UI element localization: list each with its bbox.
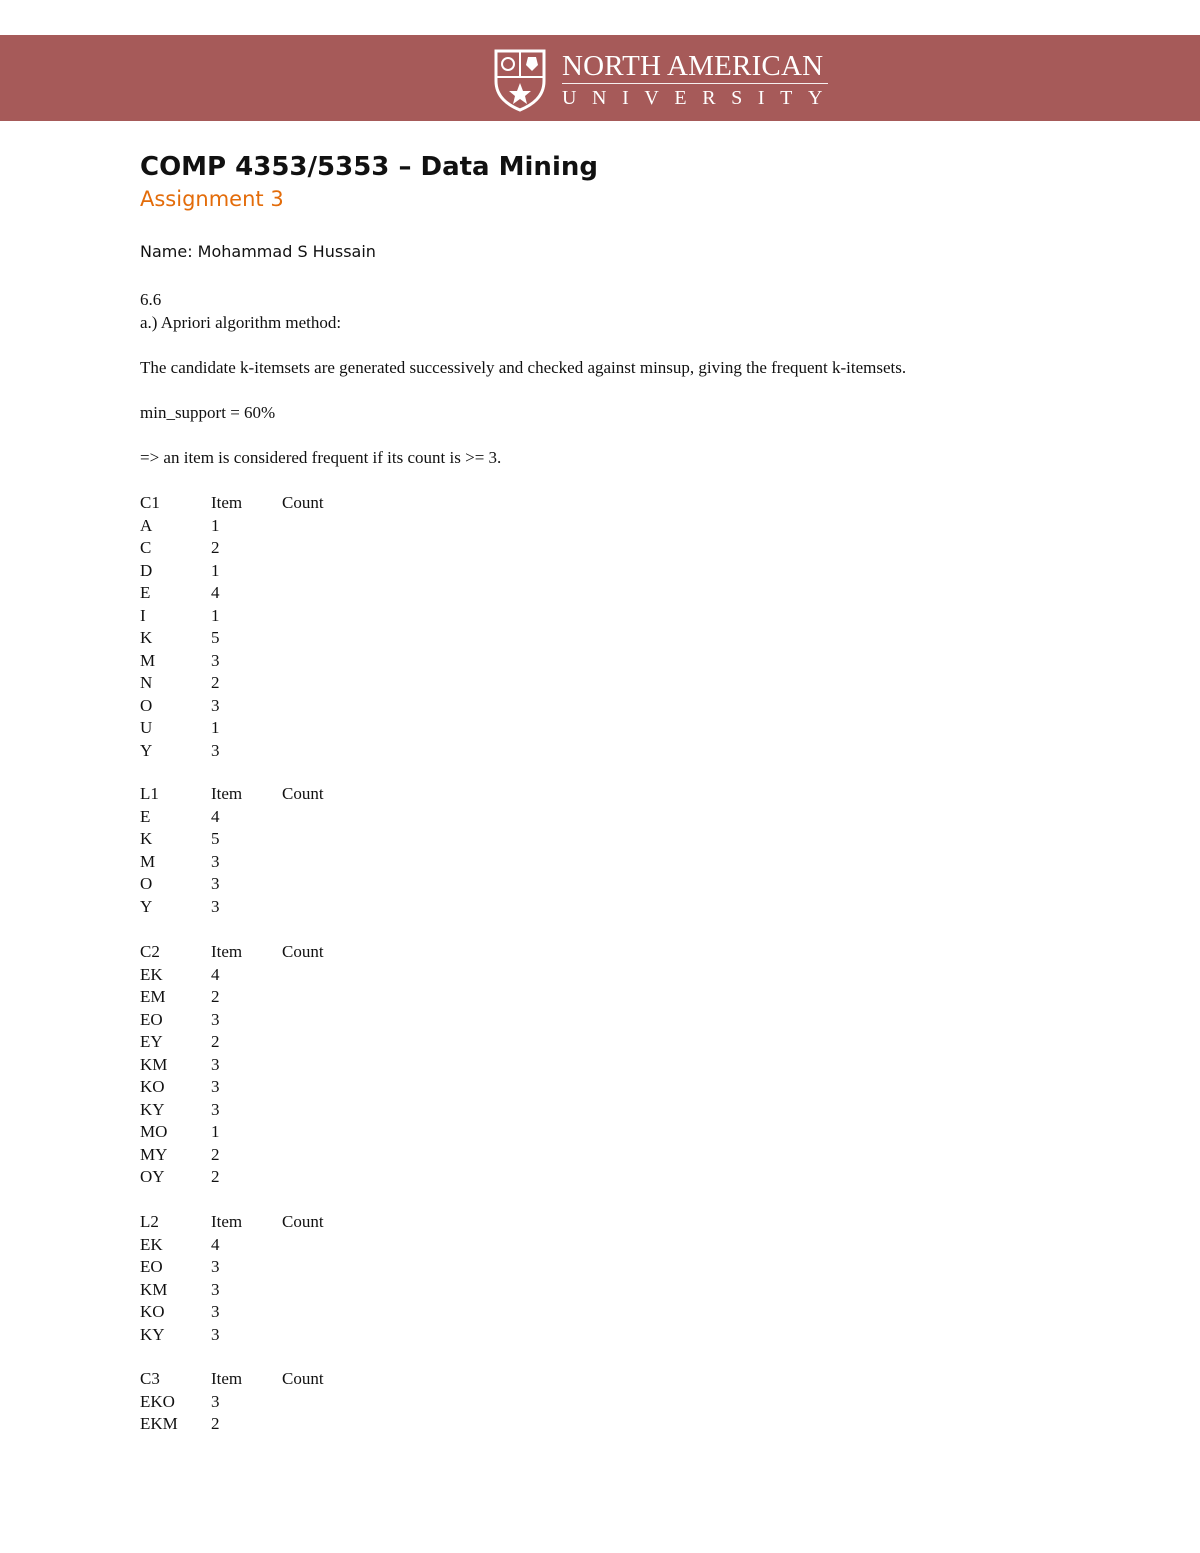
column-header-item: Item [211,942,243,961]
count-cell: 3 [211,650,220,670]
table-row [140,1279,362,1302]
student-name: Name: Mohammad S Hussain [140,242,376,261]
column-header-item: Item [211,784,243,803]
table-row [140,1301,362,1324]
column-header-item: Item [211,493,243,512]
count-cell: 1 [211,515,220,535]
column-header-count: Count [282,784,324,803]
itemset-cell: C [140,538,152,557]
table-l1 [140,783,362,918]
column-header-count: Count [282,1369,324,1388]
itemset-cell: KO [140,1302,165,1321]
count-cell: 2 [211,1414,220,1433]
itemset-cell: EO [140,1009,163,1029]
table-c3 [140,1368,362,1436]
count-cell: 3 [211,1257,220,1276]
min-support: min_support = 60% [140,403,276,422]
count-cell: 3 [211,1324,220,1344]
table-c2 [140,941,362,1189]
count-cell: 4 [211,806,220,826]
count-cell: 4 [211,1234,220,1254]
table-row [140,986,362,1009]
table-row [140,1413,362,1436]
itemset-cell: I [140,605,146,625]
itemset-cell: M [140,650,156,670]
itemset-cell: KM [140,1054,168,1074]
table-row [140,806,362,829]
table-header-row [140,1211,362,1234]
itemset-cell: N [140,673,153,692]
itemset-cell: K [140,628,153,647]
count-cell: 3 [211,1279,220,1299]
itemset-cell: KO [140,1077,165,1096]
itemset-cell: EKO [140,1391,175,1411]
count-cell: 2 [211,538,220,557]
table-row [140,605,362,628]
itemset-cell: KM [140,1279,168,1299]
itemset-cell: EO [140,1257,163,1276]
count-cell: 1 [211,718,220,737]
logo-rule [562,83,828,84]
table-name: L2 [140,1212,159,1231]
table-row [140,627,362,650]
count-cell: 4 [211,583,220,602]
table-row [140,1121,362,1144]
table-row [140,1234,362,1257]
count-cell: 3 [211,874,220,893]
table-row [140,1144,362,1167]
table-row [140,873,362,896]
table-row [140,560,362,583]
count-cell: 3 [211,1009,220,1029]
table-row [140,537,362,560]
table-row [140,1009,362,1032]
table-row [140,1099,362,1122]
course-title: COMP 4353/5353 – Data Mining [140,152,598,182]
itemset-cell: KY [140,1099,165,1119]
itemset-cell: MO [140,1122,168,1141]
table-row [140,964,362,987]
itemset-cell: EKM [140,1414,178,1433]
itemset-cell: E [140,583,151,602]
table-header-row [140,492,362,515]
table-row [140,740,362,763]
table-row [140,650,362,673]
count-cell: 5 [211,628,220,647]
itemset-cell: KY [140,1324,165,1344]
count-cell: 3 [211,896,220,916]
itemset-cell: EM [140,987,166,1006]
assignment-title: Assignment 3 [140,187,284,211]
table-row [140,1391,362,1414]
count-cell: 3 [211,740,220,760]
table-row [140,1076,362,1099]
itemset-cell: M [140,851,156,871]
university-logo [492,47,838,113]
count-cell: 3 [211,1099,220,1119]
itemset-cell: U [140,718,153,737]
count-cell: 3 [211,695,220,715]
count-cell: 1 [211,605,220,625]
table-row [140,896,362,919]
column-header-count: Count [282,493,324,512]
logo-line-1: NORTH AMERICAN [562,50,824,82]
count-cell: 3 [211,1054,220,1074]
count-cell: 2 [211,1167,220,1186]
itemset-cell: OY [140,1167,165,1186]
frequency-rule: => an item is considered frequent if its count is >= 3. [140,448,502,467]
itemset-cell: Y [140,896,153,916]
table-row [140,695,362,718]
itemset-cell: MY [140,1144,168,1164]
table-l2 [140,1211,362,1346]
table-header-row [140,941,362,964]
part-heading: a.) Apriori algorithm method: [140,313,342,332]
table-row [140,1166,362,1189]
itemset-cell: K [140,829,153,848]
table-row [140,1324,362,1347]
itemset-cell: D [140,560,153,580]
shield-icon [492,47,548,113]
table-c1 [140,492,362,762]
table-row [140,828,362,851]
itemset-cell: O [140,695,153,715]
table-name: L1 [140,784,159,803]
itemset-cell: A [140,515,153,535]
itemset-cell: Y [140,740,153,760]
itemset-cell: EK [140,964,163,984]
count-cell: 2 [211,1144,220,1164]
table-row [140,851,362,874]
table-row [140,672,362,695]
logo-line-2: UNIVERSITY [562,87,838,109]
table-name: C2 [140,942,160,961]
table-name: C3 [140,1369,160,1388]
column-header-count: Count [282,942,324,961]
count-cell: 5 [211,829,220,848]
itemset-cell: E [140,806,151,826]
column-header-item: Item [211,1369,243,1388]
count-cell: 3 [211,1302,220,1321]
count-cell: 3 [211,1391,220,1411]
column-header-count: Count [282,1212,324,1231]
itemset-cell: O [140,874,153,893]
table-name: C1 [140,493,160,512]
itemset-cell: EK [140,1234,163,1254]
count-cell: 3 [211,851,220,871]
document-body [140,150,1140,1433]
count-cell: 1 [211,560,220,580]
count-cell: 2 [211,673,220,692]
column-header-item: Item [211,1212,243,1231]
count-cell: 2 [211,987,220,1006]
table-row [140,717,362,740]
count-cell: 1 [211,1122,220,1141]
table-header-row [140,1368,362,1391]
section-number: 6.6 [140,290,162,309]
count-cell: 2 [211,1032,220,1051]
description: The candidate k-itemsets are generated successively and checked against minsup, giving the frequent k-itemsets. [140,358,907,377]
count-cell: 4 [211,964,220,984]
table-row [140,582,362,605]
table-row [140,515,362,538]
count-cell: 3 [211,1077,220,1096]
table-row [140,1031,362,1054]
table-row [140,1054,362,1077]
table-row [140,1256,362,1279]
itemset-cell: EY [140,1032,163,1051]
table-header-row [140,783,362,806]
